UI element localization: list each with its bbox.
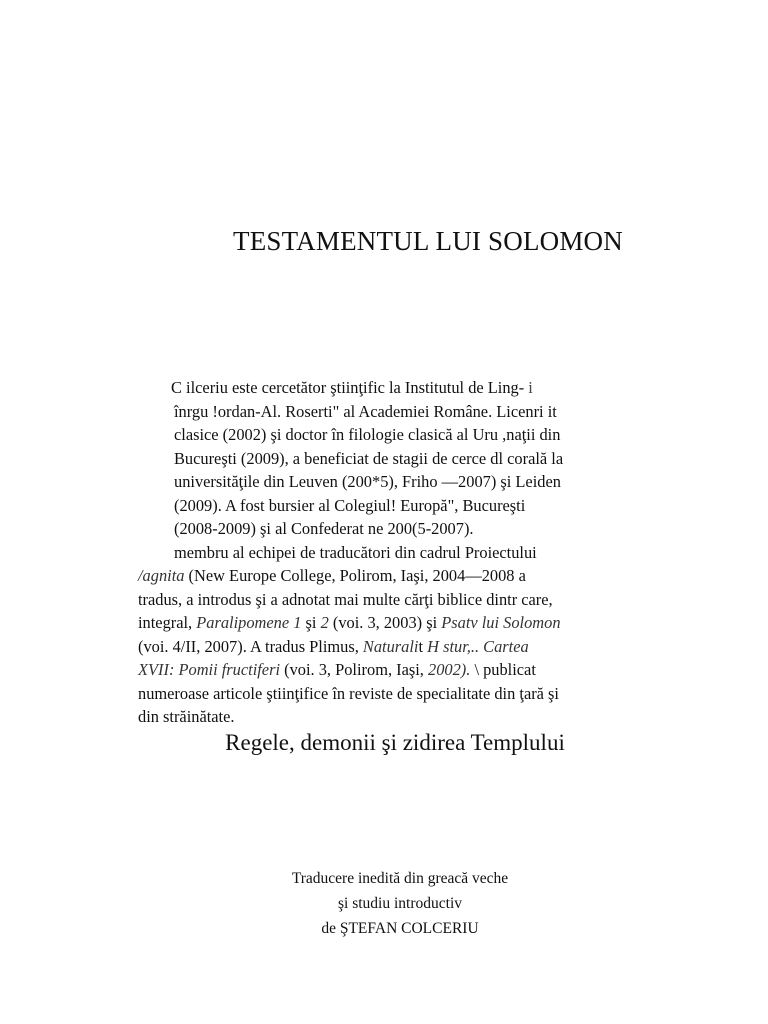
bio-line: universităţile din Leuven (200*5), Friho —2007) şi Leiden bbox=[174, 472, 561, 491]
bio-line: din străinătate. bbox=[138, 707, 235, 726]
bio-line: (2009). A fost bursier al Colegiul! Europă", Bucureşti bbox=[174, 495, 526, 515]
bio-line: tradus, a introdus şi a adnotat mai multe cărţi biblice dintr care, bbox=[138, 589, 553, 609]
credit-author: de ŞTEFAN COLCERIU bbox=[321, 920, 479, 937]
author-bio bbox=[138, 376, 658, 729]
bio-line: înrgu !ordan-Al. Roserti" al Academiei Române. Licenri it bbox=[174, 401, 557, 421]
bio-line: Bucureşti (2009), a beneficiat de stagii de cerce dl corală la bbox=[174, 448, 564, 468]
bio-line: /agnita (New Europe College, Polirom, Iaşi, 2004—2008 a bbox=[138, 566, 526, 585]
bio-line: (voi. 4/II, 2007). A tradus Plimus, Naturalit H stur,.. Cartea bbox=[138, 636, 529, 656]
bio-line: membru al echipei de traducători din cadrul Proiectului bbox=[174, 542, 537, 562]
book-title: TESTAMENTUL LUI SOLOMON bbox=[233, 226, 623, 256]
bio-line: integral, Paralipomene 1 şi 2 (voi. 3, 2003) şi Psatv lui Solomon bbox=[138, 613, 561, 632]
bio-line: C ilceriu este cercetător ştiinţific la Institutul de Ling- i bbox=[171, 378, 533, 397]
bio-line: XVII: Pomii fructiferi (voi. 3, Polirom, Iaşi, 2002). \ publicat bbox=[138, 660, 536, 679]
bio-line: numeroase articole ştiinţifice în reviste de specialitate din ţară şi bbox=[138, 683, 559, 703]
bio-line: (2008-2009) şi al Confederat ne 200(5-2007). bbox=[174, 519, 474, 538]
credit-line: Traducere inedită din greacă veche bbox=[291, 870, 509, 887]
credit-line: şi studiu introductiv bbox=[338, 895, 462, 912]
translation-credits bbox=[0, 866, 768, 941]
book-subtitle: Regele, demonii şi zidirea Templului bbox=[225, 730, 565, 755]
bio-line: clasice (2002) şi doctor în filologie clasică al Uru ,naţii din bbox=[174, 425, 561, 444]
